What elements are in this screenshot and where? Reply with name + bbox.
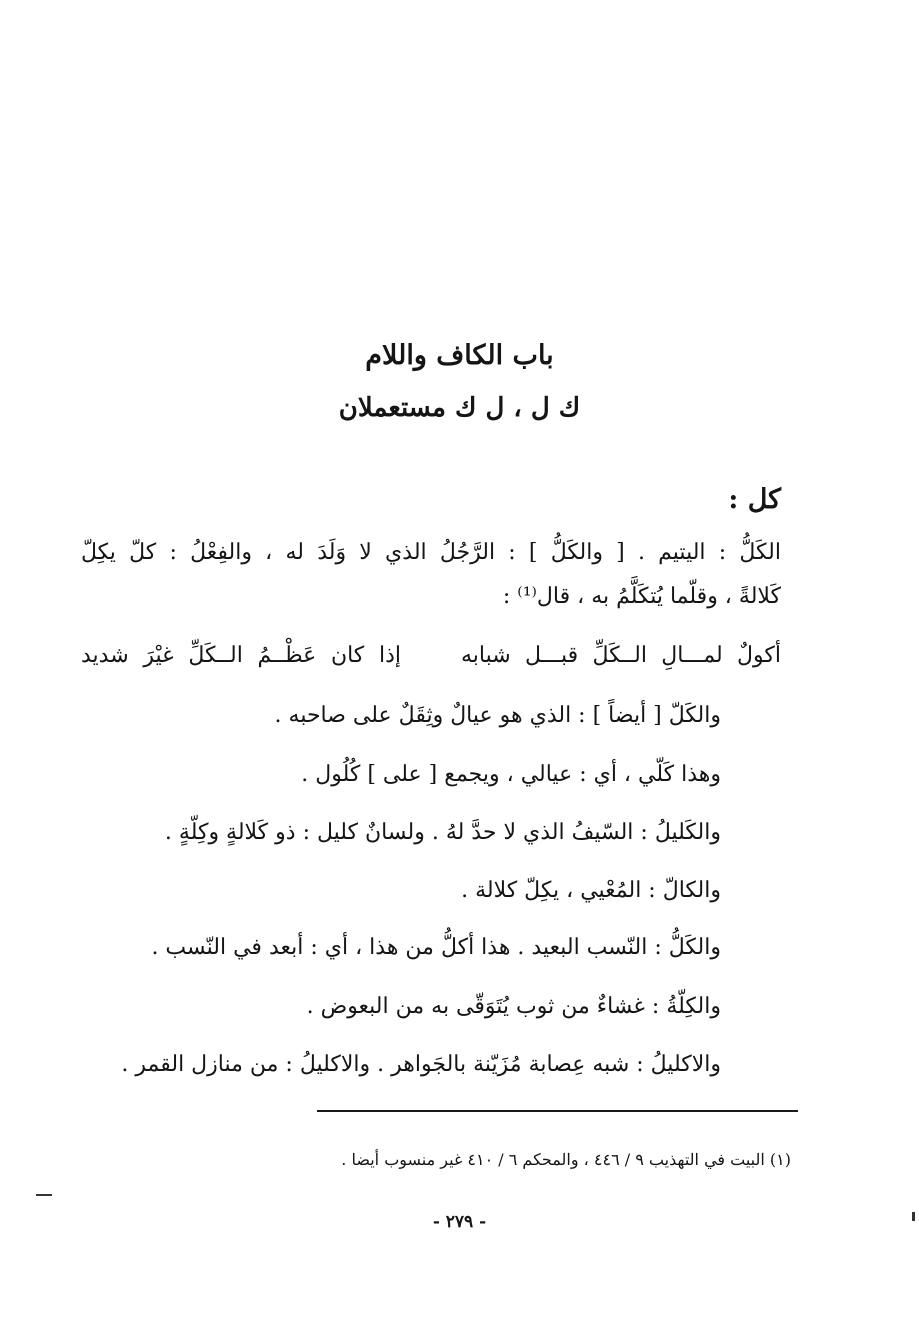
chapter-title: باب الكاف واللام [365,340,554,371]
root-label: كل : [728,484,781,515]
entry-line: والكَلّ [ أيضاً ] : الذي هو عيالٌ وثِقَلٌ على صاحبه . [274,703,721,728]
scan-mark [912,1212,915,1221]
entry-line: والاكليلُ : شبه عِصابة مُزَيّنة بالجَواهر . والاكليلُ : من منازل القمر . [121,1052,721,1077]
entry-line: والكَليلُ : السّيفُ الذي لا حدَّ لهُ . ولسانٌ كليل : ذو كَلالةٍ وكِلّةٍ . [164,820,721,845]
entry-line: والكِلّةُ : غشاءٌ من ثوب يُتَوَقّى به من البعوض . [306,994,721,1019]
entry-line: وهذا كَلّي ، أي : عيالي ، ويجمع [ على ] كُلُول . [301,762,721,787]
entry-line: والكالّ : المُعْيي ، يكِلّ كلالة . [461,878,721,903]
footnote: (١) البيت في التهذيب ٩ / ٤٤٦ ، والمحكم ٦ / ٤١٠ غير منسوب أيضا . [341,1150,791,1169]
verse-first-hemistich: أكولٌ لمـــالِ الــكَلِّ قبـــل شبابه [461,643,781,668]
verse-second-hemistich: إذا كان عَظْــمُ الــكَلِّ غيْرَ شديد [81,643,401,668]
entry-line: والكَلُّ : النّسب البعيد . هذا أكلُّ من هذا ، أي : أبعد في النّسب . [151,935,721,960]
entry-line: الكَلُّ : اليتيم . [ والكَلُّ ] : الرَّجُلُ الذي لا وَلَدَ له ، والفِعْلُ : كلّ يكِلّ [81,540,781,565]
scan-mark [36,1194,52,1196]
page-number: - ٢٧٩ - [432,1212,487,1232]
footnote-divider [317,1110,798,1112]
entry-line: كَلالةً ، وقلّما يُتكَلَّمُ به ، قال⁽¹⁾ : [502,584,781,609]
chapter-subtitle: ك ل ، ل ك مستعملان [338,393,581,423]
